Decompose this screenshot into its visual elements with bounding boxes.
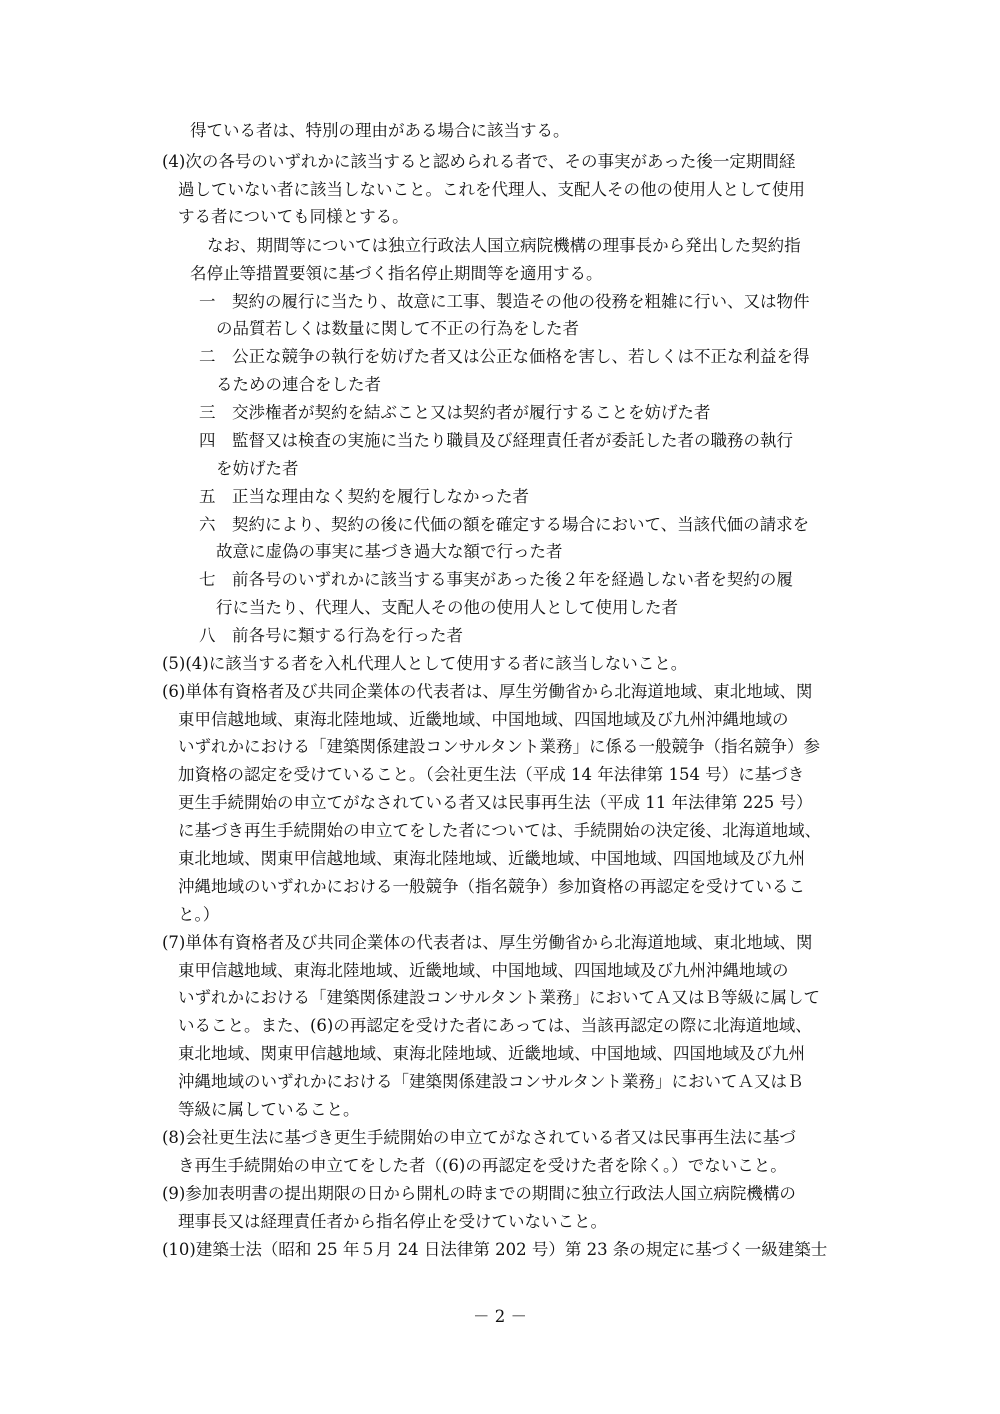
text-line: 更生手続開始の申立てがなされている者又は民事再生法（平成 11 年法律第 225 号） — [178, 793, 813, 812]
page-number: － 2 － — [473, 1307, 527, 1326]
text-line: を妨げた者 — [216, 459, 299, 478]
text-line: と。） — [178, 905, 220, 924]
text-line: なお、期間等については独立行政法人国立病院機構の理事長から発出した契約指 — [207, 236, 801, 255]
text-line: に基づき再生手続開始の申立てをした者については、手続開始の決定後、北海道地域、 — [178, 821, 822, 840]
text-line: 三 交渉権者が契約を結ぶこと又は契約者が履行することを妨げた者 — [199, 403, 711, 422]
text-line: (6)単体有資格者及び共同企業体の代表者は、厚生労働省から北海道地域、東北地域、関 — [162, 682, 813, 701]
text-line: 七 前各号のいずれかに該当する事実があった後２年を経過しない者を契約の履 — [199, 570, 793, 589]
text-line: 理事長又は経理責任者から指名停止を受けていないこと。 — [178, 1212, 607, 1231]
text-line: 六 契約により、契約の後に代価の額を確定する場合において、当該代価の請求を — [199, 515, 810, 534]
text-line: 東甲信越地域、東海北陸地域、近畿地域、中国地域、四国地域及び九州沖縄地域の — [178, 710, 789, 729]
text-line: 沖縄地域のいずれかにおける一般競争（指名競争）参加資格の再認定を受けているこ — [178, 877, 805, 896]
text-line: 等級に属していること。 — [178, 1100, 360, 1119]
text-line: 沖縄地域のいずれかにおける「建築関係建設コンサルタント業務」においてＡ又はＢ — [178, 1072, 804, 1091]
text-line: 八 前各号に類する行為を行った者 — [199, 626, 463, 645]
text-line: (10)建築士法（昭和 25 年５月 24 日法律第 202 号）第 23 条の規定に基づく一級建築士 — [162, 1240, 828, 1259]
text-line: (4)次の各号のいずれかに該当すると認められる者で、その事実があった後一定期間経 — [162, 152, 796, 171]
text-line: (5)(4)に該当する者を入札代理人として使用する者に該当しないこと。 — [162, 654, 688, 673]
text-line: 東北地域、関東甲信越地域、東海北陸地域、近畿地域、中国地域、四国地域及び九州 — [178, 1044, 805, 1063]
text-line: 一 契約の履行に当たり、故意に工事、製造その他の役務を粗雑に行い、又は物件 — [199, 292, 810, 311]
text-line: 加資格の認定を受けていること。（会社更生法（平成 14 年法律第 154 号）に基づき — [178, 765, 805, 784]
text-line: 四 監督又は検査の実施に当たり職員及び経理責任者が委託した者の職務の執行 — [199, 431, 793, 450]
text-line: 行に当たり、代理人、支配人その他の使用人として使用した者 — [216, 598, 678, 617]
text-line: いること。また、(6)の再認定を受けた者にあっては、当該再認定の際に北海道地域、 — [178, 1016, 812, 1035]
text-line: 二 公正な競争の執行を妨げた者又は公正な価格を害し、若しくは不正な利益を得 — [199, 347, 810, 366]
text-line: いずれかにおける「建築関係建設コンサルタント業務」においてＡ又はＢ等級に属して — [178, 988, 821, 1007]
text-line: 過していない者に該当しないこと。これを代理人、支配人その他の使用人として使用 — [178, 180, 805, 199]
text-line: (8)会社更生法に基づき更生手続開始の申立てがなされている者又は民事再生法に基づ — [162, 1128, 796, 1147]
text-line: 名停止等措置要領に基づく指名停止期間等を適用する。 — [190, 264, 603, 283]
text-line: (7)単体有資格者及び共同企業体の代表者は、厚生労働省から北海道地域、東北地域、関 — [162, 933, 813, 952]
text-line: 東北地域、関東甲信越地域、東海北陸地域、近畿地域、中国地域、四国地域及び九州 — [178, 849, 805, 868]
text-line: 得ている者は、特別の理由がある場合に該当する。 — [190, 121, 570, 140]
text-line: 故意に虚偽の事実に基づき過大な額で行った者 — [216, 542, 563, 561]
text-line: 東甲信越地域、東海北陸地域、近畿地域、中国地域、四国地域及び九州沖縄地域の — [178, 961, 789, 980]
text-line: いずれかにおける「建築関係建設コンサルタント業務」に係る一般競争（指名競争）参 — [178, 737, 821, 756]
text-line: 五 正当な理由なく契約を履行しなかった者 — [199, 487, 529, 506]
text-line: の品質若しくは数量に関して不正の行為をした者 — [216, 319, 579, 338]
text-line: する者についても同様とする。 — [178, 207, 409, 226]
text-line: き再生手続開始の申立てをした者（(6)の再認定を受けた者を除く。）でないこと。 — [178, 1156, 787, 1175]
text-line: るための連合をした者 — [216, 375, 381, 394]
text-line: (9)参加表明書の提出期限の日から開札の時までの期間に独立行政法人国立病院機構の — [162, 1184, 796, 1203]
